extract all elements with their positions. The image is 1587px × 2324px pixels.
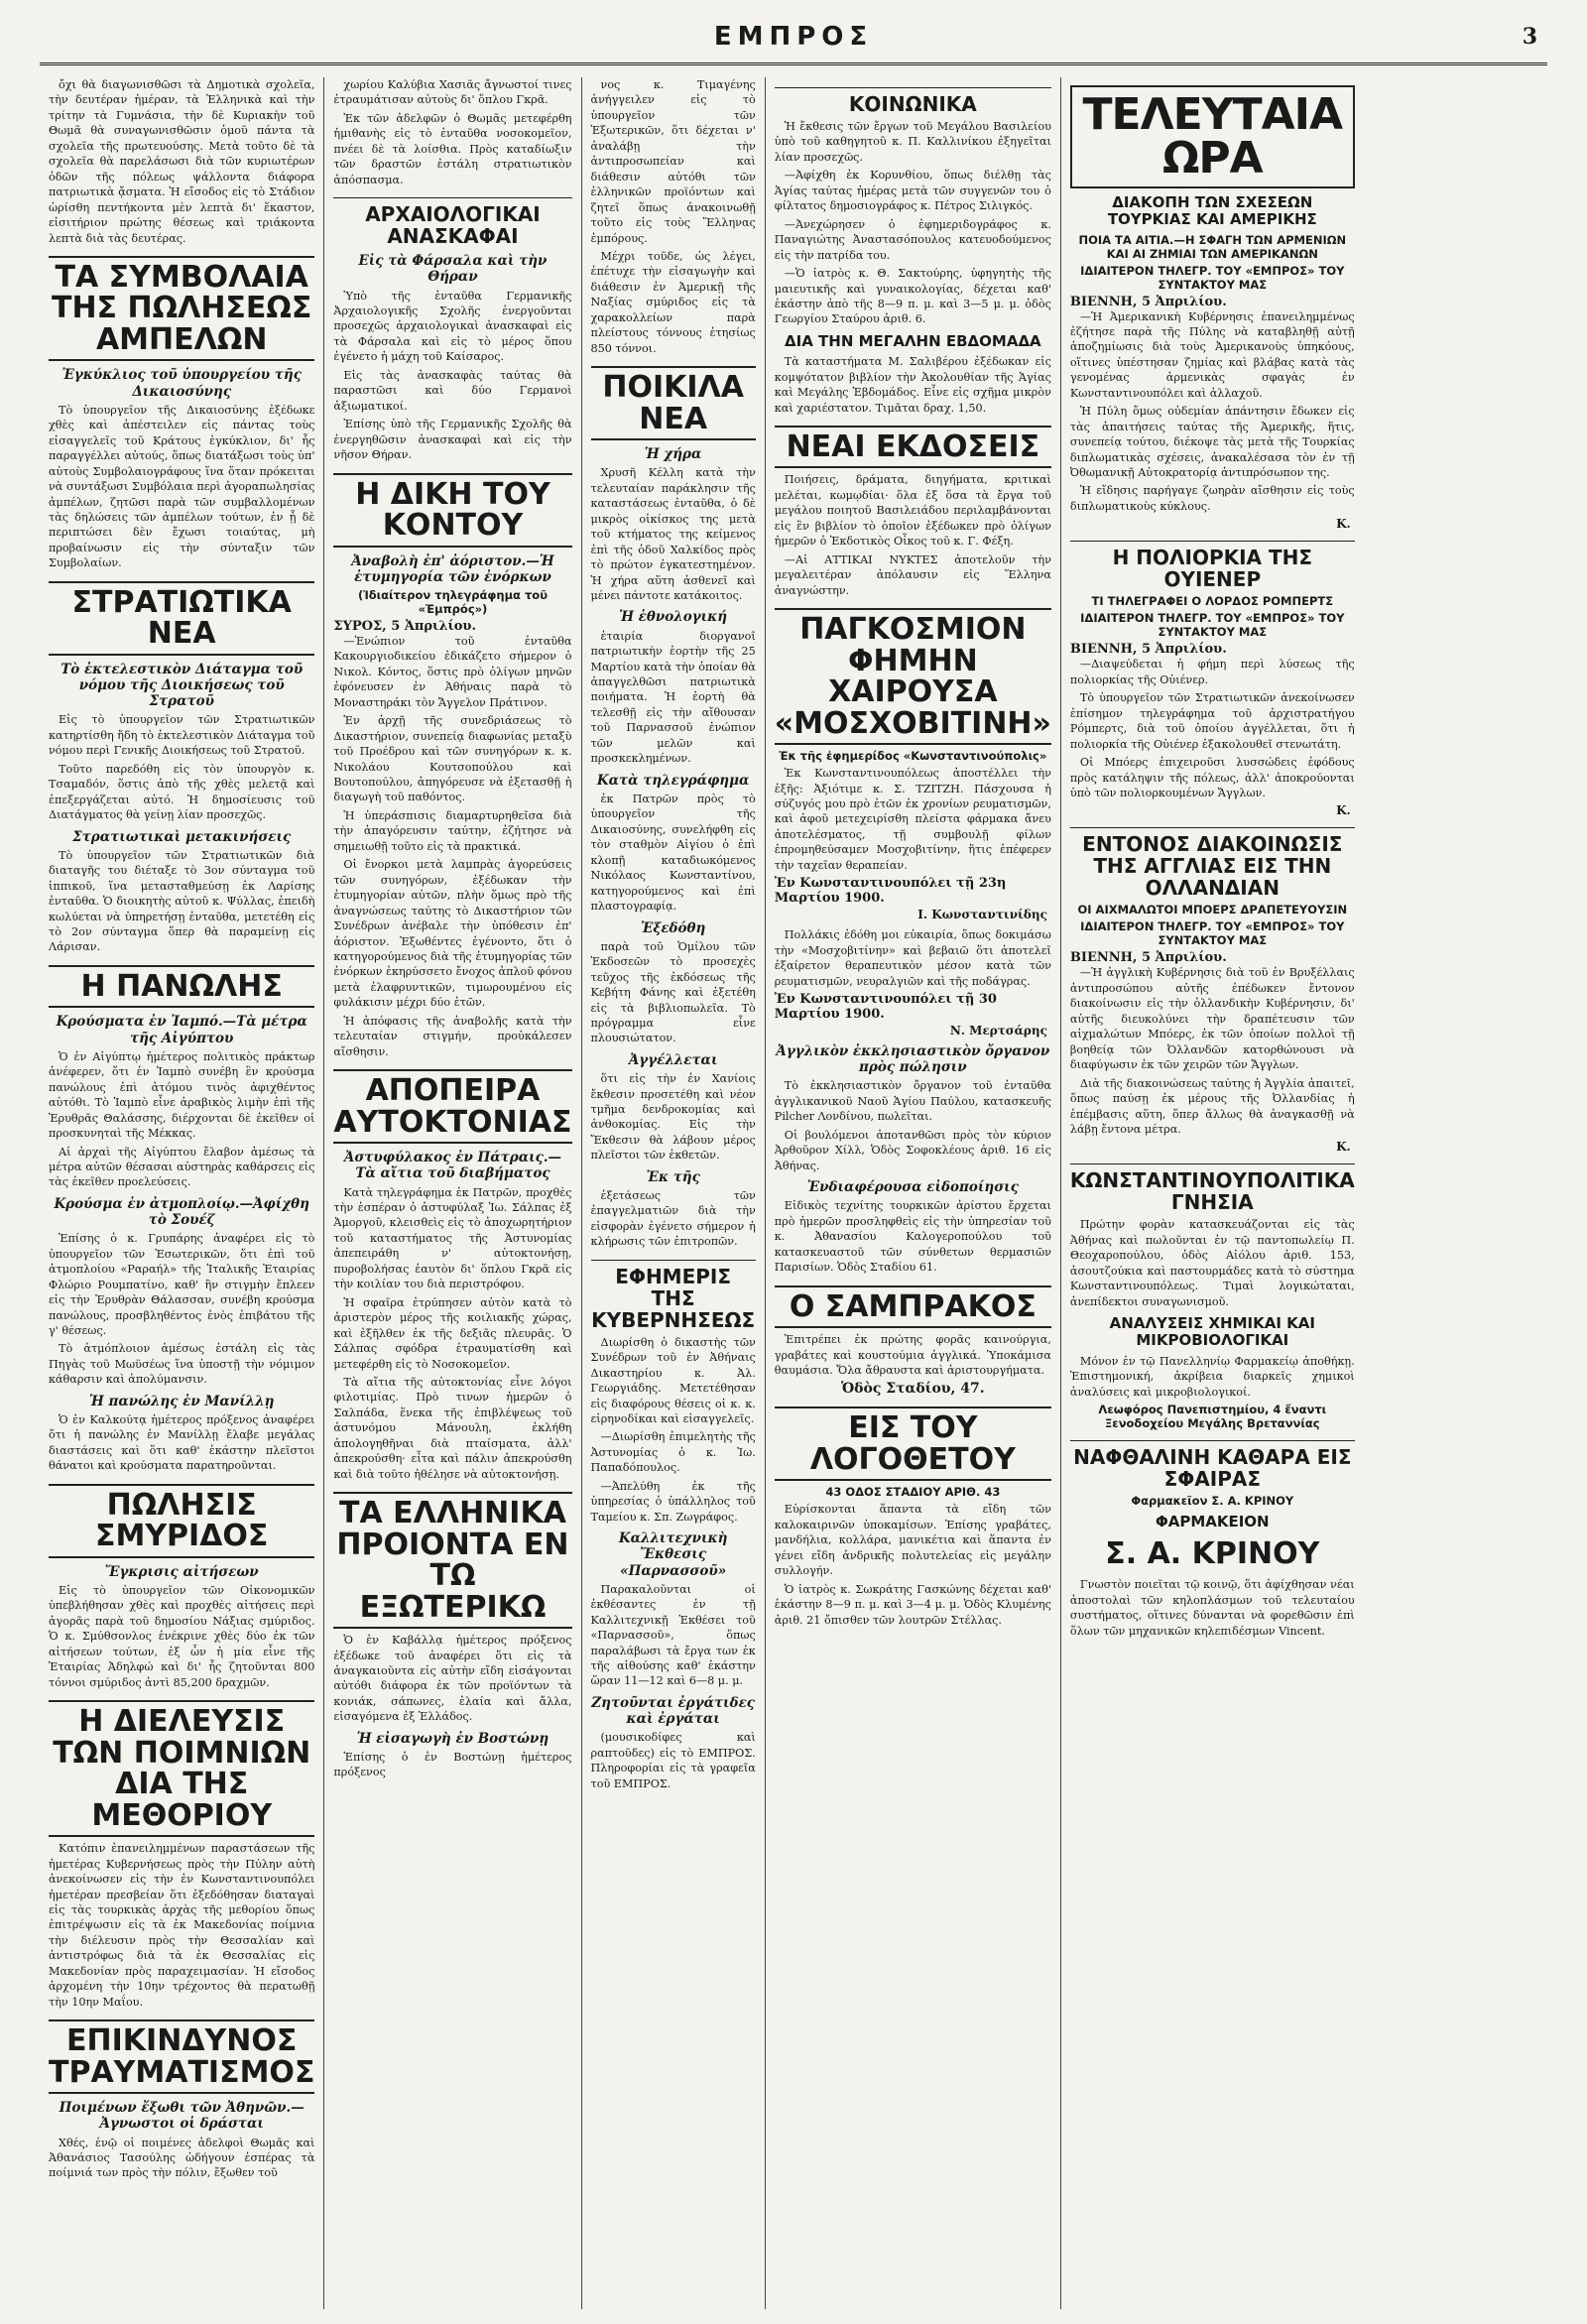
article-paragraph: Αἱ ἀρχαὶ τῆς Αἰγύπτου ἔλαβον ἀμέσως τὰ μέτρα αὐτῶν θέσασαι αὐστηρὰς καθάρσεις εἰς τὰς ἐκεῖθεν προελεύσεις.: [49, 1145, 315, 1189]
article-paragraph: Διὰ τῆς διακοινώσεως ταύτης ἡ Ἀγγλία ἀπαιτεῖ, ὅπως παύσῃ ἐκ μέρους τῆς Ὀλλανδίας ἡ ἐπέμβασις αὕτη, ὅπερ ἄλλως θὰ ἀναγκασθῇ νὰ λάβῃ ἔντονα μέτρα.: [1069, 1076, 1355, 1136]
byline: ΙΔΙΑΙΤΕΡΟΝ ΤΗΛΕΓΡ. ΤΟΥ «ΕΜΠΡΟΣ» ΤΟΥ ΣΥΝΤΑΚΤΟΥ ΜΑΣ: [1080, 611, 1345, 640]
article-paragraph: Ἡ ἀπόφασις τῆς ἀναβολῆς κατὰ τὴν τελευταίαν στιγμήν, προὐκάλεσεν αἴσθησιν.: [333, 1014, 572, 1058]
article-subheadline: Τὸ ἐκτελεστικὸν Διάταγμα τοῦ νόμου τῆς Διοικήσεως τοῦ Στρατοῦ: [61, 661, 304, 710]
article-paragraph: Ἐπιτρέπει ἐκ πρώτης φορᾶς καινούργια, γραβάτες καὶ κουστούμια ἀγγλικά. Ὑποκάμισα θαυμάσια. Ὅλα ἄθραυστα καὶ ἀριστουργήματα.: [774, 1333, 1051, 1378]
article-subheadline: ΔΙΑ ΤΗΝ ΜΕΓΑΛΗΝ ΕΒΔΟΜΑΔΑ: [785, 331, 1041, 350]
article-subheadline: ΔΙΑΚΟΠΗ ΤΩΝ ΣΧΕΣΕΩΝ ΤΟΥΡΚΙΑΣ ΚΑΙ ΑΜΕΡΙΚΗΣ: [1107, 193, 1317, 229]
article-headline: ΝΕΑΙ ΕΚΔΟΣΕΙΣ: [775, 426, 1051, 469]
article-paragraph: Τὰ αἴτια τῆς αὐτοκτονίας εἶνε λόγοι φιλοτιμίας. Πρὸ τινων ἡμερῶν ὁ Σαλπάδα, ἕνεκα τῆς ἐπιβλέψεως τοῦ ἀστυνόμου Μάνουλη, ἐκλήθη ἀπολογηθῆναι διὰ πταίσματα, ἀλλ' ἀπεκρούσθη· εἶτα καὶ πάλιν ἀπεκρούσθη καὶ διὰ τοῦτο ἠθέλησε νὰ αὐτοκτονήσῃ.: [333, 1375, 572, 1481]
article-headline: ΠΟΙΚΙΛΑ ΝΕΑ: [591, 366, 756, 440]
article-paragraph: παρὰ τοῦ Ὁμίλου τῶν Ἐκδοσεῶν τὸ προσεχὲς τεῦχος τῆς ἐκδόσεως τῆς Κεβήτη Φάνης καὶ ἐξετέθη εἰς τὰ βιβλιοπωλεῖα. Τὸ πρόγραμμα εἶνε πλουσιώτατον.: [590, 939, 756, 1045]
newspaper-title: ΕΜΠΡΟΣ: [713, 21, 874, 52]
article-headline: ΤΑ ΣΥΜΒΟΛΑΙΑ ΤΗΣ ΠΩΛΗΣΕΩΣ ΑΜΠΕΛΩΝ: [49, 256, 314, 362]
article-paragraph: χωρίου Καλύβια Χασιᾶς ἄγνωστοί τινες ἐτραυμάτισαν αὐτοὺς δι' ὅπλου Γκρᾶ.: [333, 78, 572, 107]
article-paragraph: —Ἀφίχθη ἐκ Κορυνθίου, ὅπως διέλθῃ τὰς Ἁγίας ταύτας ἡμέρας μετὰ τῶν συγγενῶν του ὁ φίλτατος δημοσιογράφος κ. Πέτρος Σιλιγκός.: [774, 169, 1051, 213]
signature: Ν. Μερτσάρης: [949, 1024, 1047, 1039]
article-headline: Η ΔΙΕΛΕΥΣΙΣ ΤΩΝ ΠΟΙΜΝΙΩΝ ΔΙΑ ΤΗΣ ΜΕΘΟΡΙΟΥ: [49, 1700, 314, 1837]
article-subheadline: Ἡ εἰσαγωγὴ ἐν Βοστώνῃ: [356, 1730, 549, 1747]
article-subheadline: Κρούσμα ἐν ἀτμοπλοίῳ.—Ἀφίχθη τὸ Σουέζ: [54, 1195, 309, 1229]
article-subheadline: Κατὰ τηλεγράφημα: [596, 772, 750, 789]
byline: ΤΙ ΤΗΛΕΓΡΑΦΕΙ Ο ΛΟΡΔΟΣ ΡΟΜΠΕΡΤΣ: [1091, 594, 1334, 609]
byline: 43 ΟΔΟΣ ΣΤΑΔΙΟΥ ΑΡΙΘ. 43: [825, 1485, 1001, 1500]
article-paragraph: νος κ. Τιμαγένης ἀνήγγειλεν εἰς τὸ ὑπουργεῖον τῶν Ἐξωτερικῶν, ὅτι δέχεται ν' ἀναλάβῃ τὴν ἀντιπροσωπείαν καὶ διάθεσιν αὐτόθι τῶν ἑλληνικῶν προϊόντων καὶ ζητεῖ ὅπως ἀνακοινωθῇ τοῦτο εἰς τοὺς Ἕλληνας ἐμπόρους.: [590, 78, 756, 245]
article-headline: ΠΑΓΚΟΣΜΙΟΝ ΦΗΜΗΝ ΧΑΙΡΟΥΣΑ «ΜΟΣΧΟΒΙΤΙΝΗ»: [775, 608, 1051, 745]
article-paragraph: Ἡ ὑπεράσπισις διαμαρτυρηθεῖσα διὰ τὴν ἀπαγόρευσιν ταύτην, ἐζήτησε νὰ σημειωθῇ τοῦτο εἰς τὰ πρακτικά.: [333, 808, 572, 853]
article-paragraph: —Ὁ ἰατρὸς κ. Θ. Σακτούρης, ὑφηγητὴς τῆς μαιευτικῆς καὶ γυναικολογίας, δέχεται καθ' ἑκάστην ἀπὸ τῆς 8—9 π. μ. καὶ 3—5 μ. μ. ὁδὸς Γεωργίου Σταύρου ἀριθ. 6.: [774, 267, 1051, 326]
dateline: ΒΙΕΝΝΗ, 5 Ἀπριλίου.: [1069, 950, 1227, 966]
article-subheadline: Ἐνδιαφέρουσα εἰδοποίησις: [806, 1179, 1019, 1196]
article-paragraph: —Ἀνεχώρησεν ὁ ἐφημεριδογράφος κ. Παναγιώτης Ἀναστασόπουλος κατευοδούμενος εἰς τὴν πατρίδα του.: [774, 217, 1051, 262]
article-paragraph: Μέχρι τοῦδε, ὡς λέγει, ἐπέτυχε τὴν εἰσαγωγὴν καὶ διάθεσιν ἐν Ἀμερικῇ τῆς Ναξίας σμύριδος εἰς τὰ χαρακολλείων παρὰ πλείστους τόννους ἐτησίως 850 τόννοι.: [590, 249, 756, 355]
article-headline: ΕΠΙΚΙΝΔΥΝΟΣ ΤΡΑΥΜΑΤΙΣΜΟΣ: [49, 2019, 314, 2094]
article-headline: Ο ΣΑΜΠΡΑΚΟΣ: [775, 1285, 1051, 1329]
dateline: Ἐν Κωνσταντινουπόλει τῇ 23η Μαρτίου 1900.: [774, 876, 1007, 907]
article-paragraph: Ὁ ἐν Αἰγύπτῳ ἡμέτερος πολιτικὸς πράκτωρ ἀνέφερεν, ὅτι ἐν Ἰαμπὸ συνέβη ἓν κρούσμα πανώλους ἐπὶ ἀτόμου τινὸς ἀφιχθέντος αὐτόθι. Τὸ Ἰαμπὸ εἶνε ἀραβικὸς λιμὴν ἐπὶ τῆς Ἐρυθρᾶς Θαλάσσης, διέρχονται δὲ ἐκεῖθεν οἱ προσκυνηταὶ τῆς Μέκκας.: [49, 1049, 315, 1141]
advertisement-title: Σ. Α. ΚΡΙΝΟΥ: [1105, 1536, 1320, 1572]
article-paragraph: Μόνον ἐν τῷ Πανελληνίῳ Φαρμακείῳ ἀποθήκῃ. Ἐπιστημονική, ἀκρίβεια διαρκεῖς χημικοὶ ἀναλύσεις καὶ μικροβιολογικοί.: [1069, 1354, 1355, 1399]
article-headline: ΑΡΧΑΙΟΛΟΓΙΚΑΙ ΑΝΑΣΚΑΦΑΙ: [333, 197, 571, 247]
article-subheadline: Ἀναβολὴ ἐπ' ἀόριστον.—Ἡ ἐτυμηγορία τῶν ἐνόρκων: [351, 552, 554, 585]
article-subheadline: Ἀγγέλλεται: [628, 1051, 718, 1068]
article-paragraph: Τὸ ἐκκλησιαστικὸν ὄργανον τοῦ ἐνταῦθα ἀγγλικανικοῦ Ναοῦ Ἁγίου Παύλου, κατασκευῆς Pilcher Λονδίνου, πωλεῖται.: [774, 1079, 1051, 1124]
article-subheadline: ΦΑΡΜΑΚΕΙΟΝ: [1155, 1513, 1270, 1531]
article-paragraph: Ἡ ἔκθεσις τῶν ἔργων τοῦ Μεγάλου Βασιλείου ὑπὸ τοῦ καθηγητοῦ κ. Π. Καλλινίκου ἐξηγεῖται λίαν προσεχῶς.: [774, 120, 1051, 164]
article-paragraph: Ἡ εἴδησις παρήγαγε ζωηρὰν αἴσθησιν εἰς τοὺς διπλωματικοὺς κύκλους.: [1069, 484, 1355, 513]
signature: Κ.: [1336, 1140, 1351, 1155]
article-paragraph: —Διωρίσθη ἐπιμελητὴς τῆς Ἀστυνομίας ὁ κ. Ἰω. Παπαδόπουλος.: [590, 1430, 756, 1475]
column-3: [582, 77, 766, 2309]
article-paragraph: —Διαψεύδεται ἡ φήμη περὶ λύσεως τῆς πολιορκίας τῆς Οὐιένερ.: [1069, 658, 1355, 686]
article-paragraph: —Ἡ ἀγγλικὴ Κυβέρνησις διὰ τοῦ ἐν Βρυξέλλαις ἀντιπροσώπου αὐτῆς ἐπέδωκεν ἔντονον διακοίνωσιν εἰς τὴν ὀλλανδικὴν Κυβέρνησιν, δι' αὐτῆς διευκολύνει τὴν δραπέτευσιν τῶν αἰχμαλώτων Μπόερς, ἐκ τῶν ὁποίων πολλοὶ τῇ βοηθείᾳ τῶν Ὀλλανδῶν κατορθώνουσι νὰ διαφύγωσιν ἐκ τῶν χειρῶν τῶν Ἄγγλων.: [1069, 966, 1355, 1072]
article-paragraph: Τὸ ὑπουργεῖον τῆς Δικαιοσύνης ἐξέδωκε χθὲς καὶ ἀπέστειλεν εἰς πάντας τοὺς εἰσαγγελεῖς τοῦ Κράτους ἐγκύκλιον, δι' ἧς παραγγέλλει αὐτούς, ὅπως διατάξωσι τοὺς ὑπ' αὐτοὺς Συμβολαιογράφους ἵνα ὅταν πρόκειται νὰ συντάξωσι Συμβόλαια περὶ ἀγοραπωλησίας ἀμπέλων, ζητῶσι παρὰ τῶν συμβαλλομένων τὰς δηλώσεις τῶν ἀμπέλων τούτων, ἐν ᾗ δὲ περιπτώσει δὲν ἔχωσι τοιαύτας, μὴ προβαίνωσιν εἰς τὴν σύνταξιν τῶν Συμβολαίων.: [49, 403, 315, 570]
article-paragraph: Ὁ ἰατρὸς κ. Σωκράτης Γασκώνης δέχεται καθ' ἑκάστην 8—9 π. μ. καὶ 3—4 μ. μ. Ὁδὸς Κλυμένης ἀριθ. 21 ὄπισθεν τῶν λουτρῶν Στέλλας.: [774, 1582, 1051, 1627]
article-subheadline: Ἔγκρισις αἰτήσεων: [104, 1563, 259, 1580]
byline: ΙΔΙΑΙΤΕΡΟΝ ΤΗΛΕΓΡ. ΤΟΥ «ΕΜΠΡΟΣ» ΤΟΥ ΣΥΝΤΑΚΤΟΥ ΜΑΣ: [1080, 919, 1345, 948]
column-2: [324, 77, 581, 2309]
article-subheadline: Ἡ ἐθνολογική: [619, 609, 728, 626]
article-paragraph: Διωρίσθη ὁ δικαστὴς τῶν Συνέδρων τοῦ ἐν Ἀθήναις Δικαστηρίου κ. Ἀλ. Γεωργιάδης. Μετετέθησαν εἰς διαφόρους θέσεις οἱ κ. κ. εἰρηνοδίκαι καὶ εἰσαγγελεῖς.: [590, 1335, 756, 1426]
article-subheadline: ΑΝΑΛΥΣΕΙΣ ΧΗΜΙΚΑΙ ΚΑΙ ΜΙΚΡΟΒΙΟΛΟΓΙΚΑΙ: [1109, 1314, 1315, 1350]
column-1: [40, 77, 324, 2309]
byline: Λεωφόρος Πανεπιστημίου, 4 ἔναντι Ξενοδοχείου Μεγάλης Βρεταννίας: [1098, 1403, 1327, 1431]
article-paragraph: Εἰς τὸ ὑπουργεῖον τῶν Στρατιωτικῶν κατηρτίσθη ἤδη τὸ ἐκτελεστικὸν Διάταγμα τοῦ νόμου περὶ Γενικῆς Διοικήσεως τοῦ Στρατοῦ.: [49, 713, 315, 758]
byline: ΙΔΙΑΙΤΕΡΟΝ ΤΗΛΕΓΡ. ΤΟΥ «ΕΜΠΡΟΣ» ΤΟΥ ΣΥΝΤΑΚΤΟΥ ΜΑΣ: [1080, 263, 1345, 292]
article-subheadline: Στρατιωτικαὶ μετακινήσεις: [72, 828, 292, 845]
article-paragraph: —Ἀπελύθη ἐκ τῆς ὑπηρεσίας ὁ ὑπάλληλος τοῦ Ταμείου κ. Σπ. Ζωγράφος.: [590, 1479, 756, 1524]
article-headline: Η ΔΙΚΗ ΤΟΥ ΚΟΝΤΟΥ: [333, 473, 571, 548]
article-paragraph: (μουσικοδίφες καὶ ραπτοῦδες) εἰς τὸ ΕΜΠΡΟΣ. Πληροφορίαι εἰς τὰ γραφεῖα τοῦ ΕΜΠΡΟΣ.: [590, 1731, 756, 1790]
article-subheadline: Κρούσματα ἐν Ἰαμπό.—Τὰ μέτρα τῆς Αἰγύπτου: [56, 1014, 307, 1046]
byline: Ἐκ τῆς ἐφημερίδος «Κωνσταντινούπολις»: [779, 749, 1047, 764]
article-paragraph: Τὸ ἀτμόπλοιον ἀμέσως ἐστάλη εἰς τὰς Πηγὰς τοῦ Μωϋσέως ἵνα ὑποστῇ τὴν νόμιμον κάθαρσιν καὶ ἀπολύμανσιν.: [49, 1342, 315, 1387]
article-paragraph: ἐκ Πατρῶν πρὸς τὸ ὑπουργεῖον τῆς Δικαιοσύνης, συνελήφθη εἰς τὸν σταθμὸν Αἰγίου ὁ ἐπὶ κλοπῇ καταδιωκόμενος Νικόλαος Κωνσταντίνου, κατηγορούμενος καὶ ἐπὶ πλαστογραφίᾳ.: [590, 792, 756, 914]
article-paragraph: Πρώτην φορὰν κατασκευάζονται εἰς τὰς Ἀθήνας καὶ πωλοῦνται ἐν τῷ παντοπωλείῳ Π. Θεοχαροπούλου, ὁδὸς Αἰόλου ἀριθ. 153, ἀσουτζούκια καὶ παστουρμάδες κατὰ τὸ σύστημα Κωνσταντινουπόλεως. Τιμαὶ λογικώταται, ἀνεπίδεκτοι συναγωνισμοῦ.: [1069, 1218, 1355, 1308]
article-headline: ΕΙΣ ΤΟΥ ΛΟΓΟΘΕΤΟΥ: [775, 1407, 1051, 1481]
article-paragraph: Ὁ ἐν Καβάλλᾳ ἡμέτερος πρόξενος ἐξέδωκε τοῦ ἀναφέρει ὅτι εἰς τὰ ἀναγκαιοῦντα εἰς αὐτὴν εἴδη εἰσάγονται αὐτόθι διάφορα ἐκ τῶν προϊόντων τὰ κονιάκ, σάπωνες, ἐλαία καὶ ἄλλα, εἰσαγόμενα ἐξ Ἑλλάδος.: [333, 1634, 572, 1724]
article-headline: ΠΩΛΗΣΙΣ ΣΜΥΡΙΔΟΣ: [49, 1484, 314, 1558]
article-paragraph: Εἰς τὰς ἀνασκαφὰς ταύτας θὰ παραστῶσι καὶ δύο Γερμανοὶ ἀξιωματικοί.: [333, 368, 572, 413]
article-paragraph: Οἱ ἔνορκοι μετὰ λαμπρὰς ἀγορεύσεις τῶν συνηγόρων, ἐξέδωκαν τὴν ἐτυμηγορίαν αὐτῶν, πλὴν ὅμως πρὸ τῆς ἀναγνώσεως ταύτης τὸ Δικαστήριον τῶν Συνέδρων ἀνέβαλε τὴν ὑπόθεσιν ἐπ' ἀόριστον. Ἐξωθέντες ἐγένοντο, ὅτι ὁ κατηγορούμενος διὰ τῆς ἐτυμηγορίας τῶν ἐνόρκων ἐκηρύσσετο ἔνοχος ἀπλοῦ φόνου μετὰ ἐλαφρυντικῶν, τιμωρουμένου εἰς φυλάκισιν μέχρι δύο ἐτῶν.: [333, 858, 572, 1010]
article-paragraph: ὄχι θὰ διαγωνισθῶσι τὰ Δημοτικὰ σχολεῖα, τὴν δευτέραν ἡμέραν, τὰ Ἑλληνικὰ καὶ τὴν τρίτην τὰ Γυμνάσια, τὴν δὲ Κυριακὴν τοῦ Θωμᾶ θὰ συναγωνισθῶσιν ὁμοῦ πάντα τὰ σχολεῖα τῆς πρωτευούσης. Μετὰ τοῦτο δὲ τὰ σχολεῖα θὰ παρελάσωσι διὰ τῶν κυριωτέρων ὁδῶν τῆς πόλεως ψάλλοντα διάφορα πατριωτικὰ ᾄσματα. Ἡ εἴσοδος εἰς τὸ Στάδιον ὡρίσθη πεντήκοντα μὲν λεπτὰ δι' ἕκαστον, εἰσιτήριον πρώτης θέσεως καὶ τριάκοντα λεπτὰ διὰ τὰς δευτέρας.: [49, 78, 315, 245]
article-subheadline: Εἰς τὰ Φάρσαλα καὶ τὴν Θήραν: [358, 253, 548, 286]
dateline: ΒΙΕΝΝΗ, 5 Ἀπριλίου.: [1069, 294, 1227, 309]
section-title: ΤΕΛΕΥΤΑΙΑ ΩΡΑ: [1070, 85, 1355, 188]
article-paragraph: Γνωστὸν ποιεῖται τῷ κοινῷ, ὅτι ἀφίχθησαν νέαι ἀποστολαὶ τῶν κηλοπλάσμων τοῦ τελευταίου συστήματος, οἵτινες δύνανται νὰ φορεθῶσιν ἐπὶ ὅλων τῶν μηχανικῶν κηλεπιδέσμων Vincent.: [1069, 1578, 1355, 1638]
article-subheadline: Ἐκ τῆς: [646, 1168, 700, 1185]
column-4: [766, 77, 1061, 2309]
article-paragraph: —Αἱ ΑΤΤΙΚΑΙ ΝΥΚΤΕΣ ἀποτελοῦν τὴν μεγαλειτέραν ἀπόλαυσιν εἰς Ἕλληνα ἀναγνώστην.: [774, 552, 1051, 597]
article-subheadline: Καλλιτεχνικὴ Ἔκθεσις «Παρνασσοῦ»: [618, 1530, 728, 1579]
article-paragraph: Εὑρίσκονται ἅπαντα τὰ εἴδη τῶν καλοκαιρινῶν ὑποκαμίσων. Ἐπίσης γραβάτες, μανδήλια, κολλάρα, μανικέτια καὶ ἅπαντα ἐν γένει εἴδη ἀνδρικῆς πολυτελείας εἰς μεγάλην συλλογήν.: [774, 1503, 1051, 1578]
signature: Ὁδὸς Σταδίου, 47.: [841, 1381, 985, 1398]
article-headline: ΝΑΦΘΑΛΙΝΗ ΚΑΘΑΡΑ ΕΙΣ ΣΦΑΙΡΑΣ: [1070, 1440, 1355, 1490]
article-paragraph: ὅτι εἰς τὴν ἐν Χανίοις ἔκθεσιν προσετέθη καὶ νέον τμῆμα δενδροκομίας καὶ ἀνθοκομίας. Εἰς τὴν Ἔκθεσιν θὰ λάβουν μέρος πλεῖστοι τῶν ἐκθετῶν.: [590, 1072, 756, 1162]
article-paragraph: Τὰ καταστήματα Μ. Σαλιβέρου ἐξέδωκαν εἰς κομψότατον βιβλίον τὴν Ἀκολουθίαν τῆς Ἁγίας καὶ Μεγάλης Ἑβδομάδος. Εἶνε εἰς σχῆμα μικρὸν καὶ χαριέστατον. Τιμᾶται δραχ. 1,50.: [774, 355, 1051, 415]
article-subheadline: Ἐξεδόθη: [640, 919, 706, 936]
article-paragraph: Ὑπὸ τῆς ἐνταῦθα Γερμανικῆς Ἀρχαιολογικῆς Σχολῆς ἐνεργοῦνται προσεχῶς ἀρχαιολογικαὶ ἀνασκαφαὶ εἰς τὰ Φάρσαλα καὶ εἰς τὸ μέρος ὅπου ἐγένετο ἡ μάχη τοῦ Καίσαρος.: [333, 289, 572, 364]
byline: ΟΙ ΑΙΧΜΑΛΩΤΟΙ ΜΠΟΕΡΣ ΔΡΑΠΕΤΕΥΟΥΣΙΝ: [1077, 903, 1348, 917]
article-subheadline: Ἡ πανώλης ἐν Μανίλλῃ: [89, 1393, 275, 1409]
article-paragraph: Ὁ ἐν Καλκούτᾳ ἡμέτερος πρόξενος ἀναφέρει ὅτι ἡ πανώλης ἐν Μανίλλῃ ἔλαβε μεγάλας διαστάσεις καὶ ὅτι καθ' ἑκάστην πλεῖστοι θάνατοι καὶ κρούσματα παρατηροῦνται.: [49, 1412, 315, 1473]
article-subheadline: Ἀγγλικὸν ἐκκλησιαστικὸν ὄργανον πρὸς πώλησιν: [776, 1043, 1050, 1076]
article-paragraph: Ἐπίσης ὑπὸ τῆς Γερμανικῆς Σχολῆς θὰ ἐνεργηθῶσιν ἀνασκαφαὶ καὶ εἰς τὴν νῆσον Θήραν.: [333, 418, 572, 462]
article-paragraph: —Ἐνώπιον τοῦ ἐνταῦθα Κακουργιοδικείου ἐδικάζετο σήμερον ὁ Νικολ. Κόντος, ὅστις πρὸ ὀλίγων μηνῶν ἐφόνευσεν ἐν Ἀθήναις παρὰ τὸ Μοναστηράκι τὸν Ἄγγελον Πράτινον.: [333, 634, 572, 709]
article-subheadline: Ἀστυφύλακος ἐν Πάτραις.— Τὰ αἴτια τοῦ διαβήματος: [343, 1150, 562, 1182]
signature: Ι. Κωνσταντινίδης: [917, 908, 1047, 922]
article-headline: ΤΑ ΕΛΛΗΝΙΚΑ ΠΡΟΙΟΝΤΑ ΕΝ ΤΩ ΕΞΩΤΕΡΙΚΩ: [333, 1492, 571, 1629]
article-paragraph: Ἡ σφαῖρα ἐτρύπησεν αὐτὸν κατὰ τὸ ἀριστερὸν μέρος τῆς κοιλιακῆς χώρας, καὶ ἐξῆλθεν ἐκ τῆς δεξιᾶς πλευρᾶς. Ὁ Σάλπας σφόδρα ἐτραυματίσθη καὶ μετεφέρθη εἰς τὸ Νοσοκομεῖον.: [333, 1295, 572, 1371]
article-paragraph: Ἐν ἀρχῇ τῆς συνεδριάσεως τὸ Δικαστήριον, συνεπείᾳ διαφωνίας μεταξὺ τοῦ Προέδρου καὶ τῶν συνηγόρων κ. κ. Νικολάου Κουτσοπούλου καὶ Βουτοπούλου, ἀπηγόρευσε νὰ ἐξετασθῇ ἡ διαγωγὴ τοῦ παθόντος.: [333, 714, 572, 804]
article-paragraph: Ἡ Πύλη ὅμως οὐδεμίαν ἀπάντησιν ἔδωκεν εἰς τὰς ἀπαιτήσεις ταύτας τῆς Ἀμερικῆς, ἥτις, συνεπείᾳ τούτου, διέκοψε τὰς μετὰ τῆς Τουρκίας διπλωματικὰς σχέσεις, ἀνακαλέσασα τὸν ἐν τῇ Ὀθωμανικῇ Αὐτοκρατορίᾳ ἀντιπρόσωπον της.: [1069, 405, 1355, 480]
article-subheadline: Ἡ χήρα: [644, 446, 702, 463]
article-paragraph: Ἐπίσης ὁ κ. Γρυπάρης ἀναφέρει εἰς τὸ ὑπουργεῖον τῶν Ἐσωτερικῶν, ὅτι ἐπὶ τοῦ ἀτμοπλοίου «Ραραήλ» τῆς Ἰταλικῆς Ἑταιρίας Φλώριο Ρουμπατίνο, καθ' ἣν στιγμὴν ἔπλεεν εἰς τὴν Ἐρυθρὰν Θάλασσαν, συνέβη κρούσμα πανώλους, προσβληθέντος ἑνὸς ἐπιβάτου τῆς γ' θέσεως.: [49, 1232, 315, 1337]
article-paragraph: Οἱ βουλόμενοι ἀποτανθῶσι πρὸς τὸν κύριον Ἀρθοῦρον Χίλλ, Ὁδὸς Σοφοκλέους ἀριθ. 16 εἰς Ἀθήνας.: [774, 1128, 1051, 1172]
dateline: ΒΙΕΝΝΗ, 5 Ἀπριλίου.: [1069, 642, 1227, 658]
article-paragraph: Εἰδικὸς τεχνίτης τουρκικῶν ἀρίστου ἔρχεται πρὸ ἡμερῶν προσληφθεὶς εἰς τὴν ὑπηρεσίαν τοῦ κ. Ἀθανασίου Καλογεροπούλου τοῦ κατασκευαστοῦ τῶν σύνθετων θερμασιῶν Παρισίων. Ὁδὸς Σταδίου 61.: [774, 1199, 1051, 1275]
dateline: ΣΥΡΟΣ, 5 Ἀπριλίου.: [333, 618, 476, 634]
byline: ΠΟΙΑ ΤΑ ΑΙΤΙΑ.—Η ΣΦΑΓΗ ΤΩΝ ΑΡΜΕΝΙΩΝ ΚΑΙ ΑΙ ΖΗΜΙΑΙ ΤΩΝ ΑΜΕΡΙΚΑΝΩΝ: [1078, 232, 1347, 261]
article-subheadline: Ἐγκύκλιος τοῦ ὑπουργείου τῆς Δικαιοσύνης: [61, 367, 302, 400]
byline: (Ἰδιαίτερον τηλεγράφημα τοῦ «Ἐμπρός»): [357, 587, 548, 616]
article-subheadline: Ζητοῦνται ἐργάτιδες καὶ ἐργάται: [591, 1694, 756, 1728]
article-paragraph: Κατὰ τηλεγράφημα ἐκ Πατρῶν, προχθὲς τὴν ἑσπέραν ὁ ἀστυφύλαξ Ἰω. Σάλπας ἐξ Ἀμοργοῦ, κλεισθεὶς εἰς τὸ ἀποχωρητήριον τοῦ καταστήματος τῆς Ἀστυνομίας ἀπεπειράθη ν' αὐτοκτονήσῃ, πυροβολήσας ἑαυτὸν δι' ὅπλου Γκρᾶ εἰς τὴν κοιλίαν του διὰ περιστρόφου.: [333, 1185, 572, 1291]
article-headline: Η ΠΟΛΙΟΡΚΙΑ ΤΗΣ ΟΥΙΕΝΕΡ: [1070, 541, 1355, 590]
article-paragraph: Κατόπιν ἐπανειλημμένων παραστάσεων τῆς ἡμετέρας Κυβερνήσεως πρὸς τὴν Πύλην αὐτὴ ἀνεκοίνωσεν εἰς τὴν ἐν Κωνσταντινουπόλει ἡμετέραν πρεσβείαν ὅτι ἐξεδόθησαν διαταγαὶ εἰς τὰς τουρκικὰς ἀρχὰς τῆς μεθορίου ὅπως ἐπιτρέψωσιν εἰς τὰ ἐκ Μακεδονίας ποίμνια τὴν διέλευσιν πρὸς τὴν Θεσσαλίαν καὶ ἀντιστρόφως διὰ τὰ ἐκ Θεσσαλίας εἰς Μακεδονίαν πρὸς παραχειμασίαν. Ἡ εἴσοδος ἀρχομένη τὴν 10ην τρέχοντος θὰ περατωθῇ τὴν 10ην Μαΐου.: [49, 1842, 315, 2009]
page-number: 3: [1522, 24, 1537, 50]
article-subheadline: Ποιμένων ἔξωθι τῶν Ἀθηνῶν.— Ἀγνωστοι οἱ δράσται: [59, 2100, 305, 2133]
article-headline: ΣΤΡΑΤΙΩΤΙΚΑ ΝΕΑ: [49, 581, 314, 656]
column-5: [1061, 77, 1364, 2309]
article-paragraph: Ἐπίσης ὁ ἐν Βοστώνῃ ἡμέτερος πρόξενος: [333, 1751, 572, 1779]
article-paragraph: Ἐκ Κωνσταντινουπόλεως ἀποστέλλει τὴν ἑξῆς: Ἀξιότιμε κ. Σ. ΤΖΙΤΖΗ. Πάσχουσα ἡ σύζυγός μου πρὸ ἐτῶν ἐκ χρονίων ρευματισμῶν, καὶ ἀφοῦ μετεχειρίσθη πλείστα φάρμακα ἄνευ ἀποτελέσματος, τῇ συμβουλῇ φίλων ἐπρομηθεύσαμεν Μοσχοβιτίνην, ἥτις ἐπέφερεν τὴν ταχεῖαν θεραπείαν.: [774, 767, 1051, 872]
article-headline: ΕΦΗΜΕΡΙΣ ΤΗΣ ΚΥΒΕΡΝΗΣΕΩΣ: [591, 1260, 756, 1331]
signature: Κ.: [1336, 803, 1351, 818]
masthead: [40, 10, 1547, 65]
article-paragraph: ἐξετάσεως τῶν ἐπαγγελματιῶν διὰ τὴν εἰσφορὰν ἐγένετο σήμερον ἡ κλήρωσις τῶν ἐπιτροπῶν.: [590, 1188, 756, 1249]
article-headline: Η ΠΑΝΩΛΗΣ: [49, 965, 314, 1009]
article-paragraph: Εἰς τὸ ὑπουργεῖον τῶν Οἰκονομικῶν ὑπεβλήθησαν χθὲς καὶ προχθὲς αἰτήσεις περὶ ἀγορᾶς παρὰ τοῦ δημοσίου Νάξιας σμύριδος. Ὁ κ. Σμύθσονλος ἐνέκρινε χθὲς δύο ἐκ τῶν αἰτήσεων τούτων, ἐξ ὧν ἡ μία εἶνε τῆς Ἑταιρίας Ἀδηλφώ καὶ δι' ἧς ζητοῦνται 800 τόννοι σμύριδος ἀντὶ 85,200 δραχμῶν.: [49, 1583, 315, 1689]
article-paragraph: Τὸ ὑπουργεῖον τῶν Στρατιωτικῶν διὰ διαταγῆς του διέταξε τὸ 3ον σύνταγμα τοῦ ἱππικοῦ, ἵνα μετασταθμεύσῃ ἐκ Λαρίσης ἐνταῦθα. Ὁ διοικητὴς αὐτοῦ κ. Ψύλλας, ἐπειδὴ κωλύεται νὰ ὑπηρετήσῃ ἐνταῦθα, μετετέθη εἰς τὸ 2ον σύνταγμα ὅπερ θὰ παραμείνῃ εἰς Λάρισαν.: [49, 848, 315, 954]
article-paragraph: Τὸ ὑπουργεῖον τῶν Στρατιωτικῶν ἀνεκοίνωσεν ἐπίσημον τηλεγράφημα τοῦ ἀρχιστρατήγου Ρόμπερτς, διὰ τοῦ ὁποίου ἀγγέλλεται, ὅτι ἡ πολιορκία τῆς Οὐιένερ ἐξακολουθεῖ στενωτάτη.: [1069, 691, 1355, 751]
signature: Κ.: [1336, 517, 1351, 532]
article-paragraph: —Ἡ Ἀμερικανικὴ Κυβέρνησις ἐπανειλημμένως ἐζήτησε παρὰ τῆς Πύλης νὰ καταβληθῇ αὐτῇ ἀποζημίωσις διὰ τοὺς Ἀμερικανοὺς ὑπηκόους, οἵτινες ὑπέστησαν ζημίας καὶ βλάβας κατὰ τὰς γενομένας ἀρμενικὰς σφαγὰς ἐν Κωνσταντινουπόλει καὶ ἀλλαχοῦ.: [1069, 309, 1355, 400]
article-paragraph: Χθές, ἐνῷ οἱ ποιμένες ἀδελφοὶ Θωμᾶς καὶ Ἀθανάσιος Τασούλης ὡδήγουν ἐσπέρας τὰ ποίμνιά των πρὸς τὴν πόλιν, ἔξωθεν τοῦ: [49, 2136, 315, 2180]
article-paragraph: Παρακαλοῦνται οἱ ἐκθέσαντες ἐν τῇ Καλλιτεχνικῇ Ἐκθέσει τοῦ «Παρνασσοῦ», ὅπως παραλάβωσι τὰ ἔργα των ἐκ τῆς αἰθούσης καθ' ἑκάστην ὥραν 11—12 καὶ 6—8 μ. μ.: [590, 1582, 756, 1688]
article-paragraph: Ἐκ τῶν ἀδελφῶν ὁ Θωμᾶς μετεφέρθη ἡμιθανὴς εἰς τὸ ἐνταῦθα νοσοκομεῖον, πνέει δὲ τὰ λοίσθια. Πρὸς καταδίωξιν τῶν δραστῶν ἐστάλη στρατιωτικὸν ἀπόσπασμα.: [333, 111, 572, 186]
article-paragraph: Οἱ Μπόερς ἐπιχειροῦσι λυσσώδεις ἐφόδους πρὸς κατάληψιν τῆς πόλεως, ἀλλ' ἀποκρούονται ὑπὸ τῶν πολιορκουμένων Ἄγγλων.: [1069, 756, 1355, 800]
article-headline: ΚΟΙΝΩΝΙΚΑ: [775, 87, 1051, 115]
article-paragraph: Τοῦτο παρεδόθη εἰς τὸν ὑπουργὸν κ. Τσαμαδόν, ὅστις ἀπὸ τῆς χθὲς μελετᾷ καὶ ἐπεξεργάζεται αὐτό. Ἡ δημοσίευσις τοῦ Διατάγματος θὰ γείνῃ λίαν προσεχῶς.: [49, 762, 315, 822]
newspaper-columns: [40, 77, 1547, 2309]
article-paragraph: Χρυσῆ Κέλλη κατὰ τὴν τελευταίαν παράκλησιν τῆς καταστάσεως ἐνταῦθα, ὁ δὲ μικρὸς οἰκίσκος της μετὰ τοῦ κτήματος της κείμενος ἐπὶ τῆς ὁδοῦ Χαλκίδος πρὸς τὸ πρώτον ἐγκατεστημένον. Ἡ χήρα αὕτη ἀσθενεῖ καὶ μένει πάντοτε κατάκοιτος.: [590, 466, 756, 602]
article-headline: ΕΝΤΟΝΟΣ ΔΙΑΚΟΙΝΩΣΙΣ ΤΗΣ ΑΓΓΛΙΑΣ ΕΙΣ ΤΗΝ ΟΛΛΑΝΔΙΑΝ: [1070, 827, 1355, 899]
article-paragraph: Πολλάκις ἐδόθη μοι εὐκαιρία, ὅπως δοκιμάσω τὴν «Μοσχοβιτίνην» καὶ βεβαιῶ ὅτι ἀποτελεῖ ἐξαίρετον θεραπευτικὸν μέσον κατὰ τῶν ρευματισμῶν, νευραλγιῶν καὶ τῆς ποδάγρας.: [774, 928, 1051, 988]
article-headline: ΑΠΟΠΕΙΡΑ ΑΥΤΟΚΤΟΝΙΑΣ: [333, 1069, 571, 1144]
dateline: Ἐν Κωνσταντινουπόλει τῇ 30 Μαρτίου 1900.: [774, 992, 997, 1023]
article-paragraph: ἑταιρία διοργανοῖ πατριωτικὴν ἑορτὴν τῆς 25 Μαρτίου κατὰ τὴν ὁποίαν θὰ ἀπαγγελθῶσι πατριωτικὰ ποιήματα. Ἡ ἑορτὴ θὰ τελεσθῇ εἰς τὴν αἴθουσαν τοῦ Παρνασσοῦ ἐνώπιον τῶν μελῶν καὶ προσκεκλημένων.: [590, 629, 756, 766]
byline: Φαρμακεῖον Σ. Α. ΚΡΙΝΟΥ: [1131, 1494, 1294, 1509]
article-headline: ΚΩΝΣΤΑΝΤΙΝΟΥΠΟΛΙΤΙΚΑ ΓΝΗΣΙΑ: [1070, 1163, 1355, 1213]
article-paragraph: Ποιήσεις, δράματα, διηγήματα, κριτικαὶ μελέται, κωμῳδίαι· ὅλα ἐξ ὅσα τὰ ἔργα τοῦ μεγάλου ποιητοῦ Βασιλειάδου περιλαμβάνονται εἰς ἓν βιβλίον τὸ ὁποῖον ἐξέδωκεν πρὸ ὀλίγων ἡμερῶν ὁ Ἐκδοτικὸς Οἶκος τοῦ κ. Γ. Φέξη.: [774, 473, 1051, 549]
